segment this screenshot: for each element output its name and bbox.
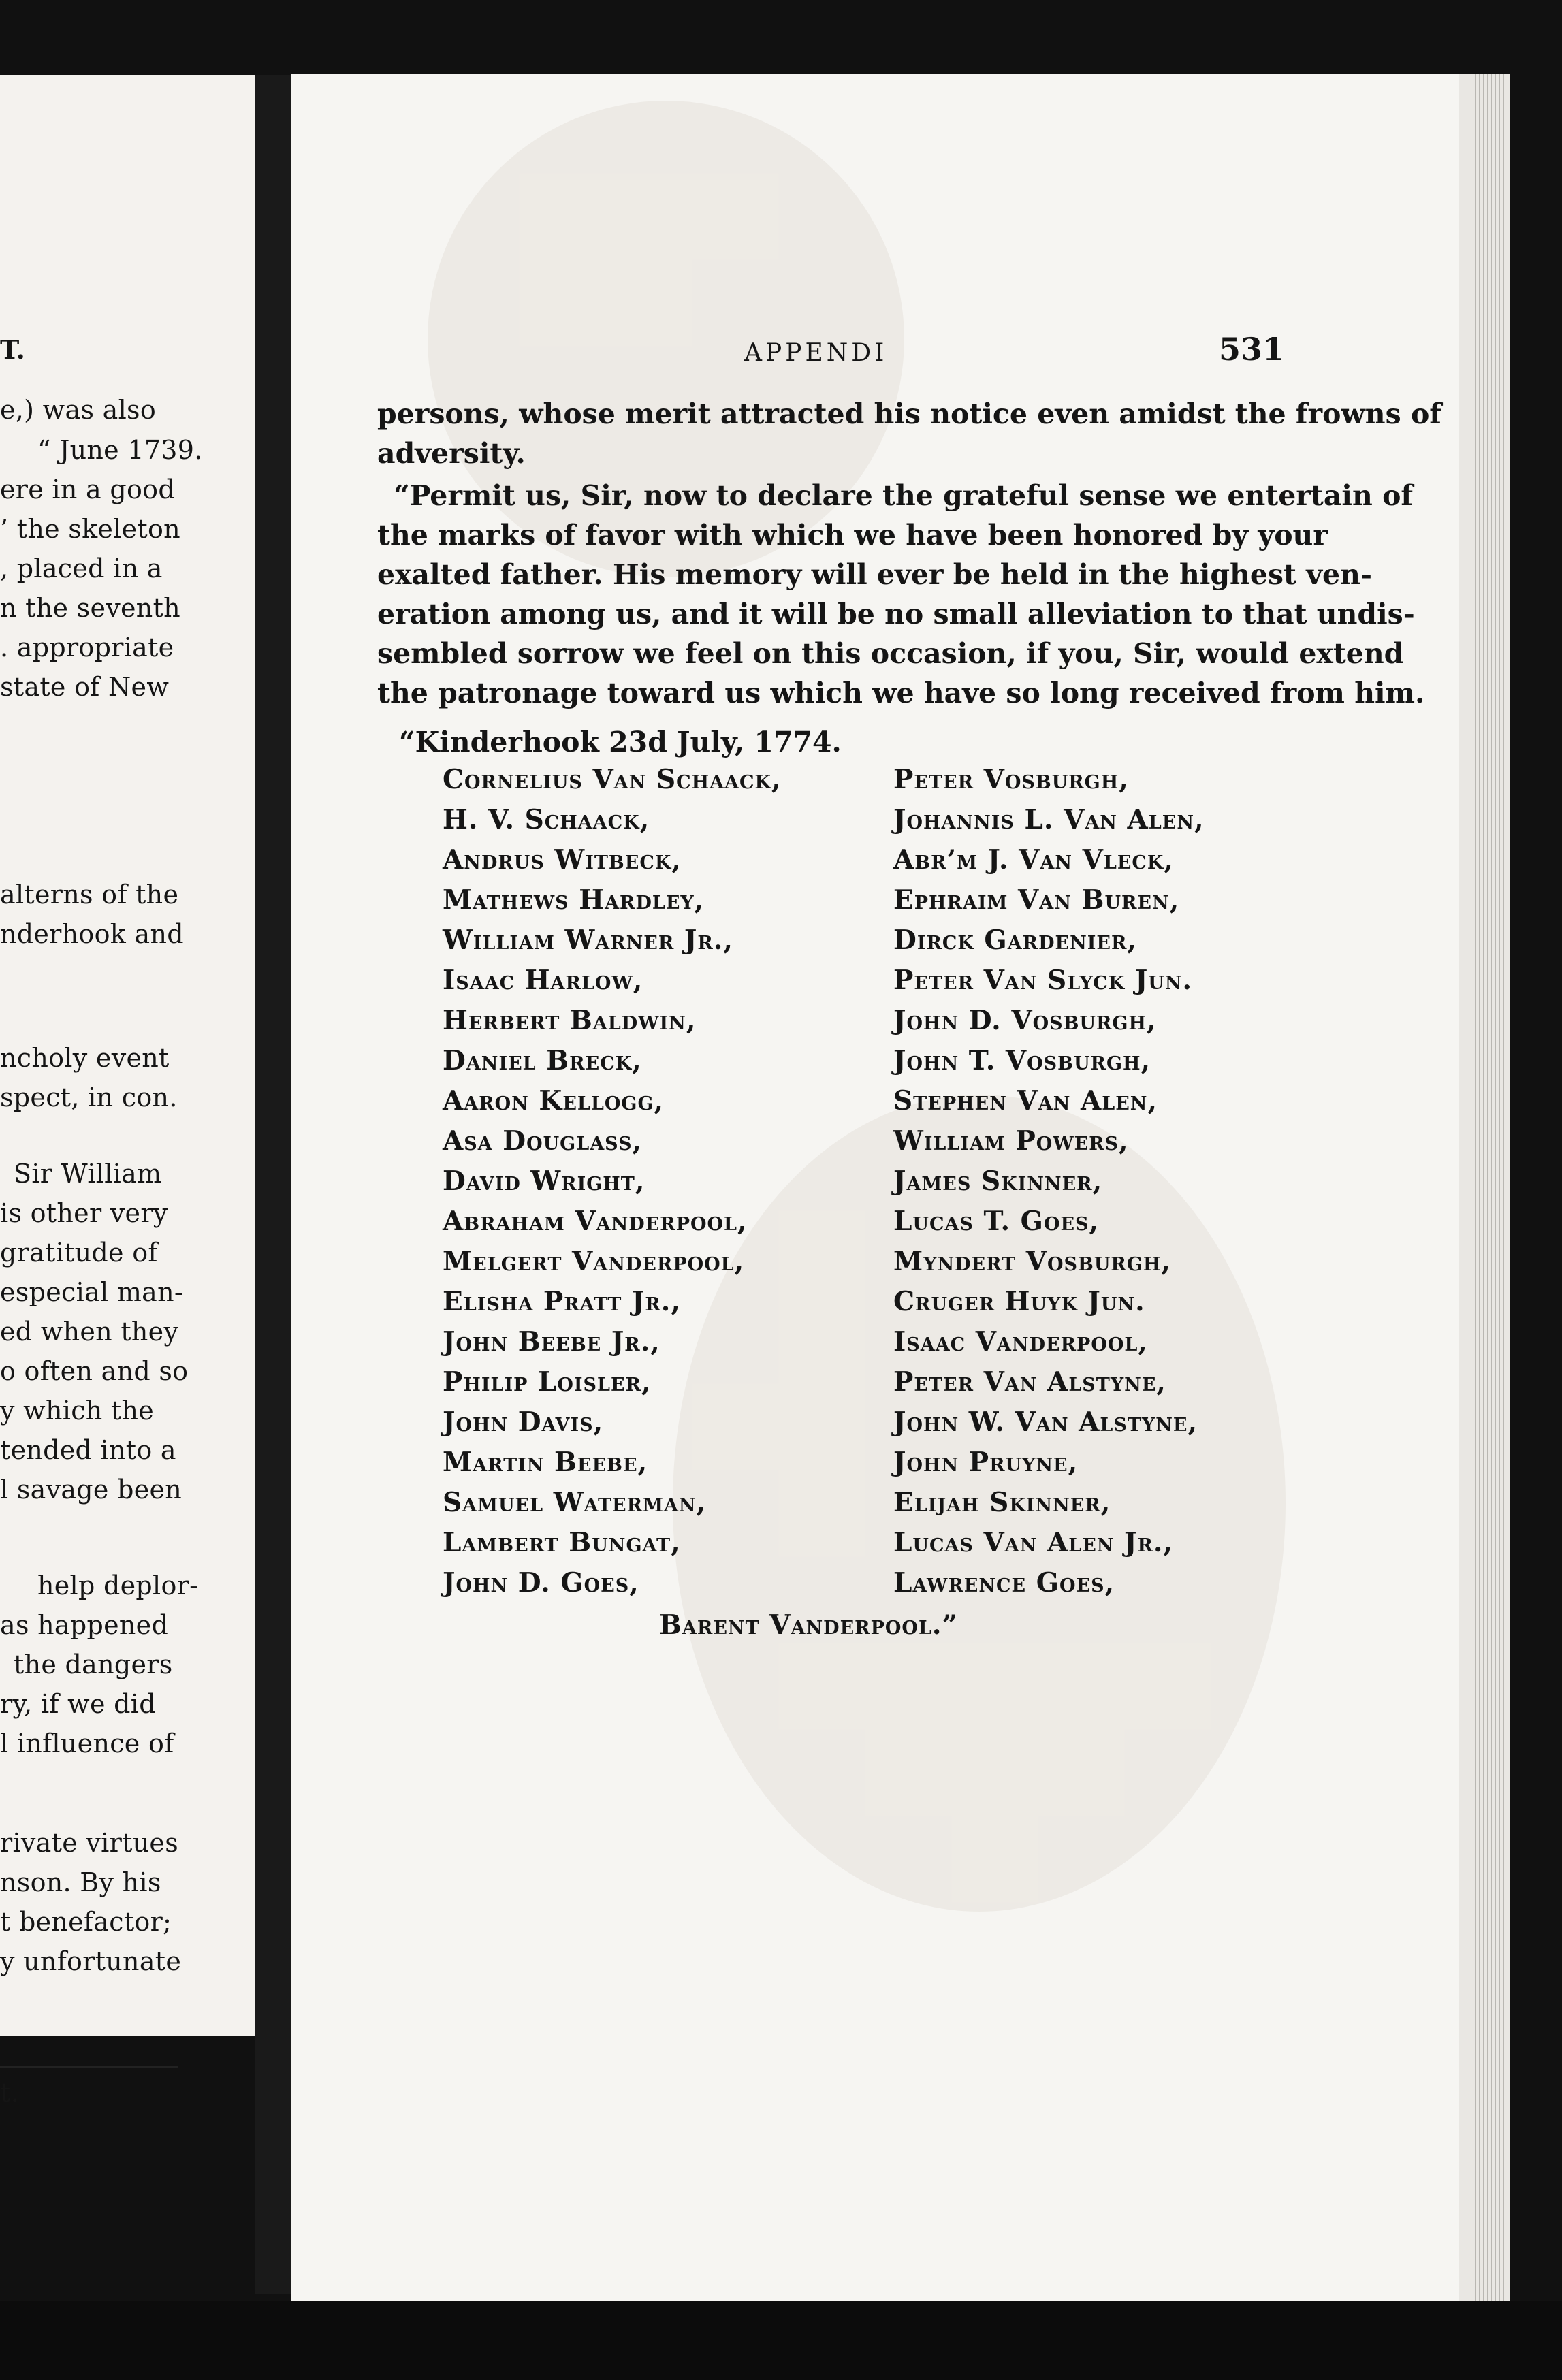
facing-page-line: o often and so bbox=[0, 1356, 189, 1386]
paragraph-line: adversity. bbox=[377, 437, 526, 470]
paragraph-line: eration among us, and it will be no small alleviation to that undis- bbox=[377, 598, 1415, 630]
signatory-name: Herbert Baldwin, bbox=[443, 1005, 697, 1036]
book-page bbox=[291, 74, 1510, 2303]
paragraph-line: the patronage toward us which we have so long received from him. bbox=[377, 677, 1425, 709]
signatory-name: William Powers, bbox=[893, 1125, 1129, 1157]
page-edge bbox=[1459, 74, 1510, 2303]
signatory-name: John Pruyne, bbox=[893, 1447, 1079, 1478]
facing-page-line: the dangers bbox=[14, 1650, 173, 1679]
signatory-name: Philip Loisler, bbox=[443, 1366, 652, 1398]
signatory-name: Elisha Pratt Jr., bbox=[443, 1286, 681, 1317]
signatory-name: Johannis L. Van Alen, bbox=[893, 804, 1205, 835]
signatory-name: David Wright, bbox=[443, 1165, 645, 1197]
signatory-name: John W. Van Alstyne, bbox=[893, 1406, 1198, 1438]
signatory-name: Daniel Breck, bbox=[443, 1045, 642, 1076]
facing-page-line: t benefactor; bbox=[0, 1907, 172, 1937]
facing-page-line: gratitude of bbox=[0, 1238, 158, 1268]
facing-page-line: nson. By his bbox=[0, 1867, 161, 1897]
facing-page-line: ’ the skeleton bbox=[0, 514, 180, 544]
signatory-name: Lawrence Goes, bbox=[893, 1567, 1115, 1598]
facing-page-line: l influence of bbox=[0, 1728, 174, 1758]
facing-page-line: alterns of the bbox=[0, 880, 179, 910]
page-number: 531 bbox=[1219, 331, 1285, 368]
facing-page-line: help deplor- bbox=[37, 1571, 199, 1601]
signatory-name: Cruger Huyk Jun. bbox=[893, 1286, 1145, 1317]
paragraph-line: sembled sorrow we feel on this occasion, if you, Sir, would extend bbox=[377, 637, 1404, 670]
signatory-name: Samuel Waterman, bbox=[443, 1487, 707, 1518]
signatory-name: John D. Goes, bbox=[443, 1567, 639, 1598]
footnote-rule bbox=[0, 2066, 178, 2068]
signatory-name: Peter Van Slyck Jun. bbox=[893, 965, 1193, 996]
facing-page-line: is other very bbox=[0, 1198, 168, 1228]
signatory-name: Melgert Vanderpool, bbox=[443, 1246, 745, 1277]
signatory-name: Peter Vosburgh, bbox=[893, 764, 1129, 795]
signatory-name: Aaron Kellogg, bbox=[443, 1085, 665, 1116]
signatory-name: Martin Beebe, bbox=[443, 1447, 648, 1478]
facing-page-line: e,) was also bbox=[0, 395, 157, 425]
signatory-name: Abr’m J. Van Vleck, bbox=[893, 844, 1174, 875]
facing-page-line: , placed in a bbox=[0, 553, 163, 583]
facing-page-line: n the seventh bbox=[0, 593, 180, 623]
facing-page-line: “ June 1739. bbox=[37, 435, 203, 465]
book-gutter bbox=[255, 75, 293, 2294]
facing-page-line: Sir William bbox=[14, 1159, 162, 1189]
signatory-name: Cornelius Van Schaack, bbox=[443, 764, 782, 795]
signatory-name: Dirck Gardenier, bbox=[893, 924, 1138, 956]
facing-page-line: ncholy event bbox=[0, 1043, 170, 1073]
facing-page-line: as happened bbox=[0, 1610, 169, 1640]
signatory-name: James Skinner, bbox=[893, 1165, 1103, 1197]
running-head: APPENDI bbox=[744, 339, 888, 367]
signatory-name: John T. Vosburgh, bbox=[893, 1045, 1151, 1076]
facing-page-line: rivate virtues bbox=[0, 1828, 178, 1858]
place-date-line: “Kinderhook 23d July, 1774. bbox=[399, 726, 842, 758]
facing-page-line: ry, if we did bbox=[0, 1689, 156, 1719]
facing-page-line: nderhook and bbox=[0, 919, 184, 949]
facing-page-line: state of New bbox=[0, 672, 170, 702]
facing-page-line: . appropriate bbox=[0, 632, 174, 662]
final-signatory: Barent Vanderpool.” bbox=[659, 1609, 958, 1641]
signatory-name: Elijah Skinner, bbox=[893, 1487, 1111, 1518]
facing-page-line: especial man- bbox=[0, 1277, 184, 1307]
signatory-name: Ephraim Van Buren, bbox=[893, 884, 1180, 916]
signatory-name: Asa Douglass, bbox=[443, 1125, 643, 1157]
facing-page-line: T. bbox=[0, 334, 26, 365]
signatory-name: John D. Vosburgh, bbox=[893, 1005, 1157, 1036]
signatory-name: Myndert Vosburgh, bbox=[893, 1246, 1171, 1277]
facing-page-line: t. bbox=[0, 2078, 19, 2108]
facing-page-line: ere in a good bbox=[0, 475, 175, 504]
signatory-name: Stephen Van Alen, bbox=[893, 1085, 1158, 1116]
signatory-name: Peter Van Alstyne, bbox=[893, 1366, 1167, 1398]
signatory-name: Isaac Harlow, bbox=[443, 965, 643, 996]
signatory-name: Abraham Vanderpool, bbox=[443, 1206, 748, 1237]
paragraph-line: exalted father. His memory will ever be held in the highest ven- bbox=[377, 558, 1372, 591]
signatory-name: John Davis, bbox=[443, 1406, 604, 1438]
facing-page-line: l savage been bbox=[0, 1475, 182, 1505]
paragraph-line: persons, whose merit attracted his notice even amidst the frowns of bbox=[377, 398, 1441, 430]
facing-page-line: y unfortunate bbox=[0, 1946, 182, 1976]
paragraph-line: “Permit us, Sir, now to declare the grateful sense we entertain of bbox=[394, 479, 1414, 512]
signatory-name: John Beebe Jr., bbox=[443, 1326, 660, 1357]
facing-page-line: y which the bbox=[0, 1396, 155, 1426]
signatory-name: Lambert Bungat, bbox=[443, 1527, 681, 1558]
paragraph-line: the marks of favor with which we have been honored by your bbox=[377, 519, 1328, 551]
facing-page-line: ed when they bbox=[0, 1317, 179, 1347]
signatory-name: Lucas Van Alen Jr., bbox=[893, 1527, 1174, 1558]
facing-page bbox=[0, 75, 255, 2108]
signatory-name: Andrus Witbeck, bbox=[443, 844, 682, 875]
scan-background bbox=[0, 2301, 1562, 2380]
signatory-name: Isaac Vanderpool, bbox=[893, 1326, 1148, 1357]
facing-page-line: tended into a bbox=[0, 1435, 176, 1465]
signatory-name: Mathews Hardley, bbox=[443, 884, 705, 916]
signatory-name: William Warner Jr., bbox=[443, 924, 733, 956]
facing-page-line: spect, in con. bbox=[0, 1082, 178, 1112]
signatory-name: H. V. Schaack, bbox=[443, 804, 650, 835]
signatory-name: Lucas T. Goes, bbox=[893, 1206, 1100, 1237]
